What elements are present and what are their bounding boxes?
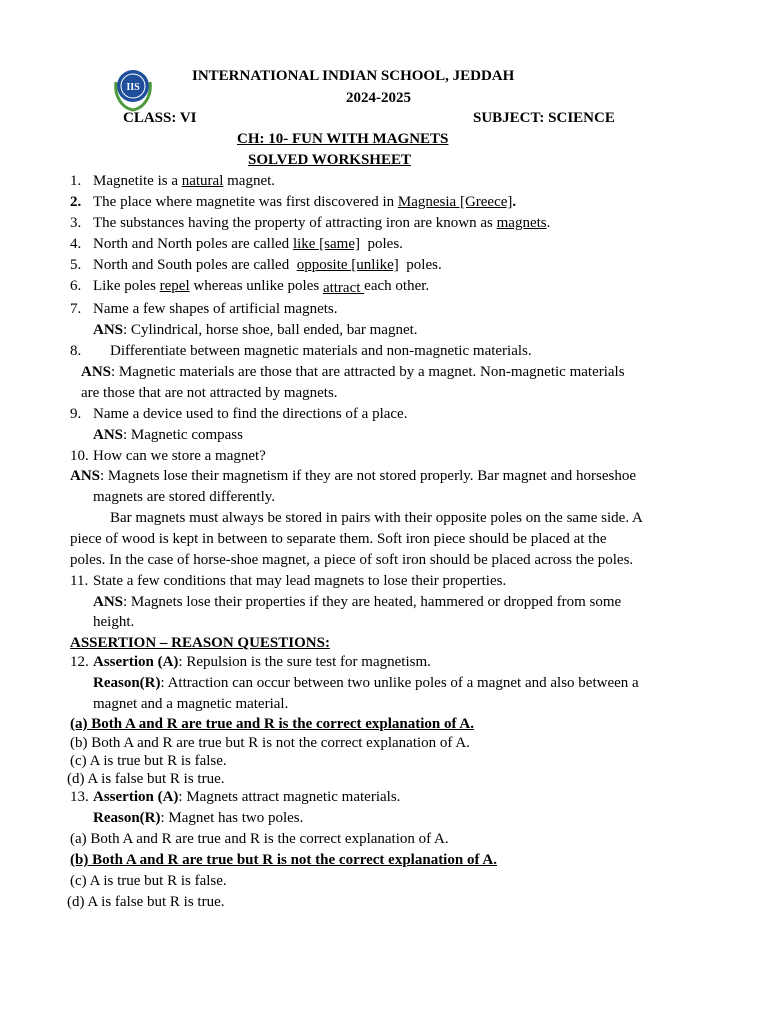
option: (d) A is false but R is true.	[67, 771, 225, 787]
option: (b) Both A and R are true but R is not the correct explanation of A.	[70, 735, 470, 751]
svg-text:IIS: IIS	[126, 82, 140, 93]
school-name: INTERNATIONAL INDIAN SCHOOL, JEDDAH	[192, 68, 515, 84]
worksheet-title: SOLVED WORKSHEET	[248, 152, 411, 168]
worksheet-page: IIS INTERNATIONAL INDIAN SCHOOL, JEDDAH 2024-2025 CLASS: VI SUBJECT: SCIENCE CH: 10- FUN WITH MAGNETS SOLVED WORKSHEET 1. Magnetite is a natural magnet. 2. The place where magnetite was first discovered in Magnesia [Greece]. 3. The substances having the property of attracting iron are known as magnets. 4. North and North poles are called like [same] poles. 5. North and South poles are called opposite [unlike] poles. 6. Like poles repel whereas unlike poles attract each other. 7. Name a few shapes of artificial magnets. ANS: Cylindrical, horse shoe, ball ended, bar magnet. 8. Differentiate between magnetic materials and non-magnetic materials. ANS: Magnetic materials are those that are attracted by a magnet. Non-magnetic materials are those that are not attracted by magnets. 9. Name a device used to find the directions of a place. ANS: Magnetic compass 10. How can we store a magnet? ANS: Magnets lose their magnetism if they are not stored properly. Bar magnet and horseshoe magnets are stored differently. Bar magnets must always be stored in pairs with their opposite poles on the same side. A piece of wood is kept in between to separate them. Soft iron piece should be placed at the poles. In the case of horse-shoe magnet, a piece of soft iron should be placed across the poles. 11. State a few conditions that may lead magnets to lose their properties. ANS: Magnets lose their properties if they are heated, hammered or dropped from some height. ASSERTION – REASON QUESTIONS: 12. Assertion (A): Repulsion is the sure test for magnetism. Reason(R): Attraction can occur between two unlike poles of a magnet and also between a magnet and a magnetic material. (a) Both A and R are true and R is the correct explanation of A. (b) Both A and R are true but R is not the correct explanation of A. (c) A is true but R is false. (d) A is false but R is true. 13. Assertion (A): Magnets attract magnetic materials. Reason(R): Magnet has two poles. (a) Both A and R are true and R is the correct explanation of A. (b) Both A and R are true but R is not the correct explanation of A. (c) A is true but R is false. (d) A is false but R is true.	[0, 0, 768, 1024]
option: (a) Both A and R are true and R is the correct explanation of A.	[70, 831, 449, 847]
answer-9: ANS: Magnetic compass	[93, 427, 243, 443]
answer-10: ANS: Magnets lose their magnetism if they are not stored properly. Bar magnet and horseshoe	[70, 468, 636, 484]
section-heading: ASSERTION – REASON QUESTIONS:	[70, 635, 330, 651]
answer-blank: attract	[322, 280, 365, 296]
answer-blank: natural	[181, 173, 224, 189]
option: (c) A is true but R is false.	[70, 873, 227, 889]
answer-7: ANS: Cylindrical, horse shoe, ball ended, bar magnet.	[93, 322, 418, 338]
answer-11: ANS: Magnets lose their properties if they are heated, hammered or dropped from some	[93, 594, 622, 610]
chapter-title: CH: 10- FUN WITH MAGNETS	[237, 131, 449, 147]
answer-blank: Magnesia [Greece]	[397, 194, 513, 210]
option-correct: (b) Both A and R are true but R is not the correct explanation of A.	[70, 852, 497, 868]
option: (c) A is true but R is false.	[70, 753, 227, 769]
answer-blank: repel	[159, 278, 190, 294]
answer-blank: like [same]	[292, 236, 360, 252]
class-label: CLASS: VI	[123, 110, 197, 126]
answer-blank: opposite [unlike]	[296, 257, 399, 273]
option-correct: (a) Both A and R are true and R is the correct explanation of A.	[70, 716, 475, 732]
answer-blank: magnets	[496, 215, 547, 231]
academic-year: 2024-2025	[346, 90, 411, 106]
school-logo-icon	[110, 64, 156, 112]
option: (d) A is false but R is true.	[67, 894, 225, 910]
answer-8: ANS: Magnetic materials are those that are attracted by a magnet. Non-magnetic materials	[81, 364, 625, 380]
subject-label: SUBJECT: SCIENCE	[473, 110, 615, 126]
